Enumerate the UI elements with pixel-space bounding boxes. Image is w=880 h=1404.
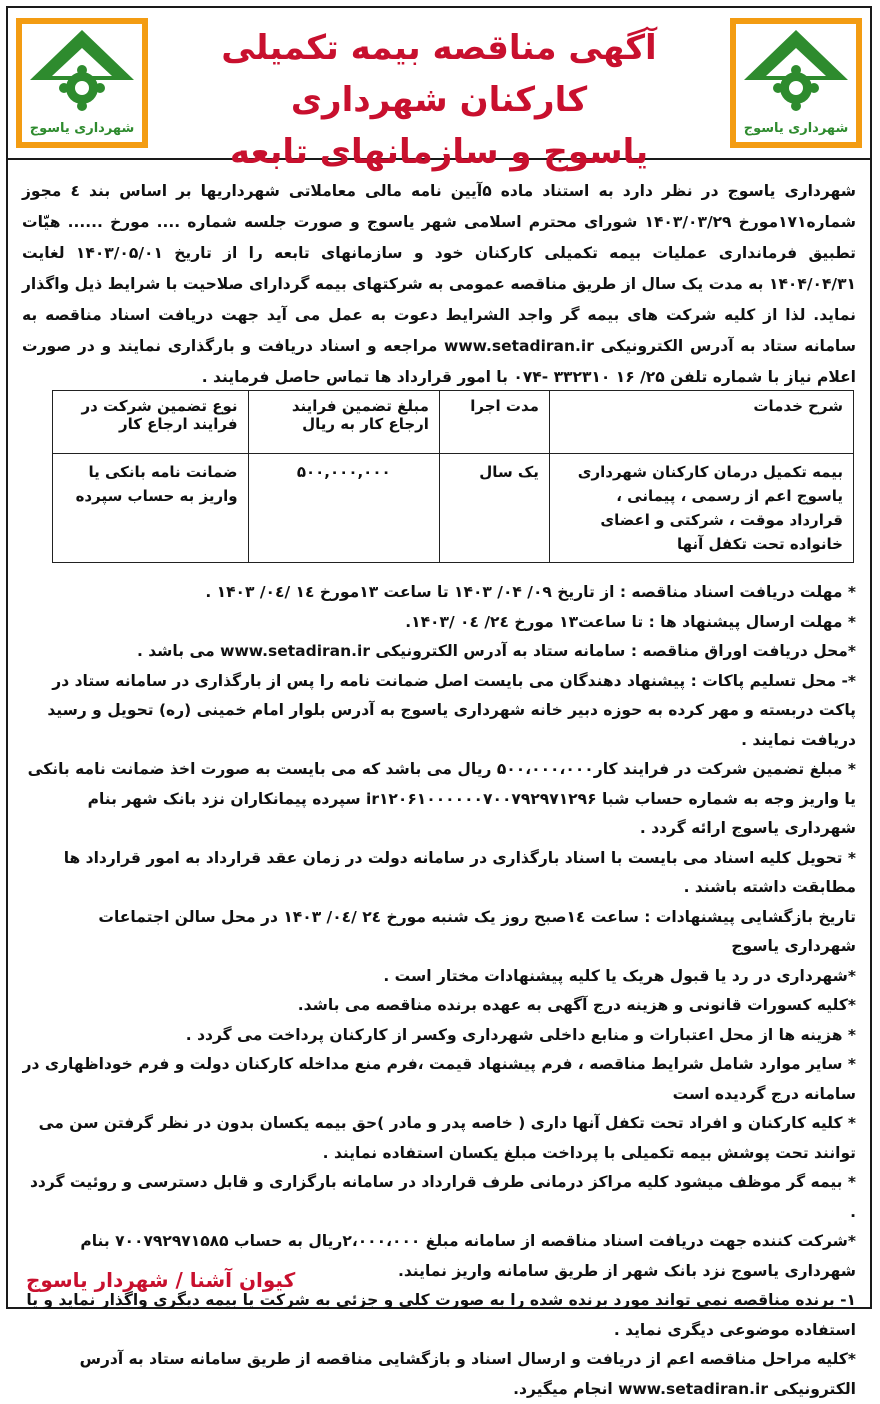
cell-guarantee-type: ضمانت نامه بانکی یا واریز به حساب سپرده xyxy=(53,454,249,563)
title-line-2: یاسوج و سازمانهای تابعه xyxy=(229,132,649,172)
list-item: * مهلت دریافت اسناد مناقصه : از تاریخ ۰۹/ ۰۴/ ۱۴۰۳ تا ساعت ۱۳مورخ ۱٤ /۰٤/ ۱۴۰۳ . xyxy=(205,583,856,601)
list-item: *کلیه کسورات قانونی و هزینه درج آگهی به عهده برنده مناقصه می باشد. xyxy=(297,996,856,1014)
services-table xyxy=(52,390,854,563)
list-item: *کلیه مراحل مناقصه اعم از دریافت و ارسال اسناد و بازگشایی مناقصه از طریق سامانه ستاد به آدرس الکترونیکی www.setadiran.ir انجام میگیرد. xyxy=(79,1350,856,1398)
list-item: * سایر موارد شامل شرایط مناقصه ، فرم پیشنهاد قیمت ،فرم منع مداخله کارکنان دولت و فرم خوداظهاری در سامانه درج گردیده است xyxy=(22,1055,856,1103)
list-item: *شرکت کننده جهت دریافت اسناد مناقصه از سامانه مبلغ ۲،۰۰۰،۰۰۰ریال به حساب ۷۰۰۷۹۲۹۷۱۵۸۵ بنام شهرداری یاسوج نزد بانک شهر از طریق سامانه واریز نمایند. xyxy=(80,1232,856,1280)
list-item: * کلیه کارکنان و افراد تحت تکفل آنها داری ( خاصه پدر و مادر )حق بیمه یکسان بدون در نظر گرفتن سن می توانند تحت پوشش بیمه تکمیلی با پرداخت مبلغ یکسان استفاده نمایند . xyxy=(38,1114,856,1162)
list-item: * مبلغ تضمین شرکت در فرایند کار۵۰۰،۰۰۰،۰۰۰ ریال می باشد که می بایست به صورت اخذ ضمانت نامه بانکی یا واریز وجه به شماره حساب شبا ir۱۲۰۶۱۰۰۰۰۰۰۷۰۰۷۹۲۹۷۱۲۹۶ سپرده پیمانکاران نزد بانک شهر بنام شهرداری یاسوج ارائه گردد . xyxy=(27,760,856,837)
list-item: تاریخ بازگشایی پیشنهادات : ساعت ۱٤صبح روز یک شنبه مورخ ۲٤ /۰٤/ ۱۴۰۳ در محل سالن اجتماعات شهرداری یاسوج xyxy=(98,907,856,955)
list-item: * هزینه ها از محل اعتبارات و منابع داخلی شهرداری وکسر از کارکنان پرداخت می گردد . xyxy=(185,1025,856,1044)
municipality-logo-left xyxy=(16,18,148,148)
list-item: *شهرداری در رد یا قبول هریک یا کلیه پیشنهادات مختار است . xyxy=(383,966,856,985)
list-item: * مهلت ارسال پیشنهاد ها : تا ساعت۱۳ مورخ ۲٤/ ۰٤ /۱۴۰۳. xyxy=(405,612,856,631)
intro-paragraph: شهرداری یاسوج در نظر دارد به استناد ماده ۵آیین نامه مالی معاملاتی شهرداریها بر اساس بند ٤ مجوز شماره۱۷۱مورخ ۱۴۰۳/۰۳/۲۹ شورای محترم اسلامی شهر یاسوج و صورت جلسه شماره .... مورخ ...... هیّات تطبیق فرمانداری عملیات بیمه تکمیلی کارکنان خود و سازمانهای تابعه را از تاریخ ۱۴۰۳/۰۵/۰۱ لغایت ۱۴۰۴/۰۴/۳۱ به مدت یک سال از طریق مناقصه عمومی به شرکتهای بیمه گردارای صلاحیت با شرایط ذیل واگذار نماید. لذا از کلیه شرکت های بیمه گر واجد الشرایط دعوت به عمل می آید جهت دریافت اسناد مناقصه به سامانه ستاد به آدرس الکترونیکی www.setadiran.ir مراجعه و اسناد دریافت و بارگذاری نمایند و در صورت اعلام نیاز با شماره تلفن ۲۵/ ۱۶ ۳۳۲۳۱۰ -۰۷۴ با امور قرارداد ها تماس حاصل فرمایند . xyxy=(22,182,857,386)
logo-caption: شهرداری یاسوج xyxy=(29,121,135,136)
cell-duration: یک سال xyxy=(439,454,549,563)
logo-caption: شهرداری یاسوج xyxy=(743,121,849,136)
list-item: * بیمه گر موظف میشود کلیه مراکز درمانی طرف قرارداد در سامانه بارگزاری و قابل دسترسی و روئیت گردد . xyxy=(29,1173,856,1221)
cell-guarantee-amount: ۵۰۰,۰۰۰,۰۰۰ xyxy=(248,454,439,563)
list-item: *- محل تسلیم پاکات : پیشنهاد دهندگان می بایست اصل ضمانت نامه را پس از بارگذاری در سامانه ستاد در پاکت دربسته و مهر کرده به حوزه دبیر خانه شهرداری یاسوج به آدرس بلوار امام خمینی (ره) تحویل و رسید دریافت نمایند . xyxy=(47,671,856,749)
header-guarantee-type: نوع تضمین شرکت در فرایند ارجاع کار xyxy=(53,391,249,454)
notice-page xyxy=(6,6,872,1398)
table-row xyxy=(53,454,854,563)
municipality-logo-right xyxy=(730,18,862,148)
notice-title xyxy=(158,22,720,178)
signature-line: کیوان آشنا / شهردار یاسوج xyxy=(26,1268,296,1292)
list-item: ۱- برنده مناقصه نمی تواند مورد برنده شده را به صورت کلی و جزئی به شرکت یا بیمه دیگری واگذار نماید و یا استفاده موضوعی دیگری نماید . xyxy=(26,1291,856,1339)
title-line-1: آگهی مناقصه بیمه تکمیلی کارکنان شهرداری xyxy=(221,28,657,120)
table-header-row xyxy=(53,391,854,454)
header-guarantee-amount: مبلغ تضمین فرایند ارجاع کار به ریال xyxy=(248,391,439,454)
list-item: *محل دریافت اوراق مناقصه : سامانه ستاد به آدرس الکترونیکی www.setadiran.ir می باشد . xyxy=(136,642,856,660)
notice-header xyxy=(8,8,870,172)
header-duration: مدت اجرا xyxy=(439,391,549,454)
list-item: * تحویل کلیه اسناد می بایست با اسناد بارگذاری در سامانه دولت در زمان عقد قرارداد به امور قرارداد ها مطابقت داشته باشند . xyxy=(63,848,856,896)
header-service-description: شرح خدمات xyxy=(549,391,853,454)
cell-service-description: بیمه تکمیل درمان کارکنان شهرداری یاسوج اعم از رسمی ، پیمانی ، قرارداد موقت ، شرکتی و اعضای خانواده تحت تکفل آنها xyxy=(549,454,853,563)
